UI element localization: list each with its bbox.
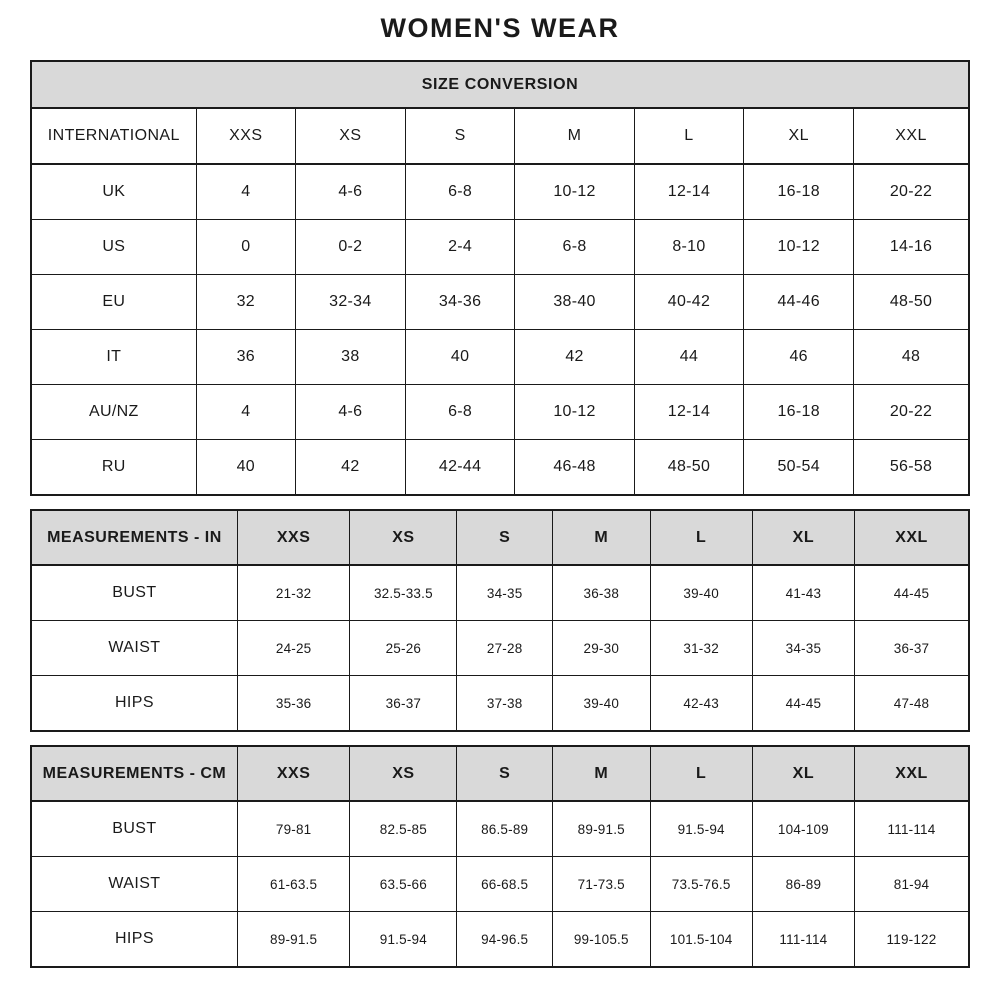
column-header: XL: [752, 510, 854, 565]
value-cell: 20-22: [854, 385, 969, 440]
value-cell: 37-38: [457, 676, 553, 732]
measurements-cm-table: [30, 745, 970, 968]
value-cell: 56-58: [854, 440, 969, 496]
value-cell: 48-50: [634, 440, 744, 496]
column-header: M: [553, 510, 651, 565]
value-cell: 104-109: [752, 801, 854, 857]
value-cell: 91.5-94: [350, 912, 457, 968]
row-label: HIPS: [31, 912, 237, 968]
value-cell: 41-43: [752, 565, 854, 621]
value-cell: 14-16: [854, 220, 969, 275]
value-cell: 91.5-94: [650, 801, 752, 857]
value-cell: 63.5-66: [350, 857, 457, 912]
value-cell: 16-18: [744, 385, 854, 440]
value-cell: 79-81: [237, 801, 350, 857]
value-cell: 73.5-76.5: [650, 857, 752, 912]
row-label: US: [31, 220, 196, 275]
table-row: [31, 565, 969, 621]
table-row: [31, 164, 969, 220]
value-cell: 47-48: [855, 676, 969, 732]
value-cell: 25-26: [350, 621, 457, 676]
value-cell: 16-18: [744, 164, 854, 220]
value-cell: 111-114: [752, 912, 854, 968]
value-cell: 94-96.5: [457, 912, 553, 968]
section-header-row: [31, 61, 969, 108]
value-cell: 50-54: [744, 440, 854, 496]
value-cell: 36: [196, 330, 295, 385]
row-label: UK: [31, 164, 196, 220]
column-header: M: [515, 108, 634, 164]
value-cell: 42-43: [650, 676, 752, 732]
value-cell: 44: [634, 330, 744, 385]
value-cell: 36-37: [350, 676, 457, 732]
value-cell: 31-32: [650, 621, 752, 676]
table-row: [31, 912, 969, 968]
value-cell: 35-36: [237, 676, 350, 732]
value-cell: 86.5-89: [457, 801, 553, 857]
value-cell: 46-48: [515, 440, 634, 496]
value-cell: 12-14: [634, 164, 744, 220]
table-row: [31, 385, 969, 440]
value-cell: 32.5-33.5: [350, 565, 457, 621]
value-cell: 34-35: [752, 621, 854, 676]
value-cell: 101.5-104: [650, 912, 752, 968]
value-cell: 21-32: [237, 565, 350, 621]
row-label: RU: [31, 440, 196, 496]
section-title: SIZE CONVERSION: [31, 61, 969, 108]
table-row: [31, 220, 969, 275]
column-header: S: [457, 510, 553, 565]
value-cell: 48-50: [854, 275, 969, 330]
measurements-in-table: [30, 509, 970, 732]
row-label: WAIST: [31, 621, 237, 676]
value-cell: 4-6: [296, 385, 406, 440]
value-cell: 12-14: [634, 385, 744, 440]
row-label: BUST: [31, 801, 237, 857]
column-header: XXS: [237, 746, 350, 801]
size-conversion-table: [30, 60, 970, 496]
value-cell: 10-12: [744, 220, 854, 275]
table-row: [31, 275, 969, 330]
value-cell: 82.5-85: [350, 801, 457, 857]
row-label: WAIST: [31, 857, 237, 912]
column-header: L: [634, 108, 744, 164]
column-header: XXL: [855, 746, 969, 801]
value-cell: 27-28: [457, 621, 553, 676]
column-header: XS: [296, 108, 406, 164]
value-cell: 42: [296, 440, 406, 496]
value-cell: 6-8: [405, 385, 515, 440]
value-cell: 24-25: [237, 621, 350, 676]
value-cell: 40: [196, 440, 295, 496]
value-cell: 46: [744, 330, 854, 385]
value-cell: 20-22: [854, 164, 969, 220]
column-header: XXL: [854, 108, 969, 164]
value-cell: 32: [196, 275, 295, 330]
row-label: BUST: [31, 565, 237, 621]
value-cell: 71-73.5: [553, 857, 651, 912]
value-cell: 66-68.5: [457, 857, 553, 912]
column-header: L: [650, 510, 752, 565]
value-cell: 8-10: [634, 220, 744, 275]
column-header-row: [31, 510, 969, 565]
value-cell: 34-35: [457, 565, 553, 621]
value-cell: 4: [196, 385, 295, 440]
value-cell: 48: [854, 330, 969, 385]
column-header: L: [650, 746, 752, 801]
value-cell: 36-38: [553, 565, 651, 621]
column-header: XXS: [237, 510, 350, 565]
table-row: [31, 801, 969, 857]
value-cell: 0-2: [296, 220, 406, 275]
value-cell: 99-105.5: [553, 912, 651, 968]
row-label: HIPS: [31, 676, 237, 732]
table-row: [31, 440, 969, 496]
column-header-row: [31, 108, 969, 164]
value-cell: 6-8: [515, 220, 634, 275]
row-label: AU/NZ: [31, 385, 196, 440]
value-cell: 42: [515, 330, 634, 385]
column-header: S: [405, 108, 515, 164]
column-header: XL: [744, 108, 854, 164]
value-cell: 38-40: [515, 275, 634, 330]
value-cell: 2-4: [405, 220, 515, 275]
column-header: M: [553, 746, 651, 801]
value-cell: 4: [196, 164, 295, 220]
row-label: IT: [31, 330, 196, 385]
value-cell: 44-45: [752, 676, 854, 732]
column-header: XS: [350, 746, 457, 801]
value-cell: 119-122: [855, 912, 969, 968]
corner-header: INTERNATIONAL: [31, 108, 196, 164]
column-header: XXL: [855, 510, 969, 565]
value-cell: 44-45: [855, 565, 969, 621]
table-row: [31, 676, 969, 732]
column-header: XXS: [196, 108, 295, 164]
value-cell: 40-42: [634, 275, 744, 330]
value-cell: 39-40: [650, 565, 752, 621]
value-cell: 32-34: [296, 275, 406, 330]
value-cell: 40: [405, 330, 515, 385]
value-cell: 61-63.5: [237, 857, 350, 912]
column-header: S: [457, 746, 553, 801]
value-cell: 6-8: [405, 164, 515, 220]
value-cell: 34-36: [405, 275, 515, 330]
value-cell: 10-12: [515, 164, 634, 220]
corner-header: MEASUREMENTS - IN: [31, 510, 237, 565]
table-row: [31, 857, 969, 912]
value-cell: 10-12: [515, 385, 634, 440]
value-cell: 39-40: [553, 676, 651, 732]
value-cell: 42-44: [405, 440, 515, 496]
column-header: XS: [350, 510, 457, 565]
value-cell: 4-6: [296, 164, 406, 220]
value-cell: 38: [296, 330, 406, 385]
row-label: EU: [31, 275, 196, 330]
value-cell: 86-89: [752, 857, 854, 912]
table-row: [31, 621, 969, 676]
table-row: [31, 330, 969, 385]
value-cell: 36-37: [855, 621, 969, 676]
corner-header: MEASUREMENTS - CM: [31, 746, 237, 801]
value-cell: 0: [196, 220, 295, 275]
value-cell: 111-114: [855, 801, 969, 857]
column-header: XL: [752, 746, 854, 801]
page-title: WOMEN'S WEAR: [380, 13, 620, 43]
value-cell: 89-91.5: [237, 912, 350, 968]
value-cell: 81-94: [855, 857, 969, 912]
value-cell: 89-91.5: [553, 801, 651, 857]
value-cell: 44-46: [744, 275, 854, 330]
column-header-row: [31, 746, 969, 801]
value-cell: 29-30: [553, 621, 651, 676]
